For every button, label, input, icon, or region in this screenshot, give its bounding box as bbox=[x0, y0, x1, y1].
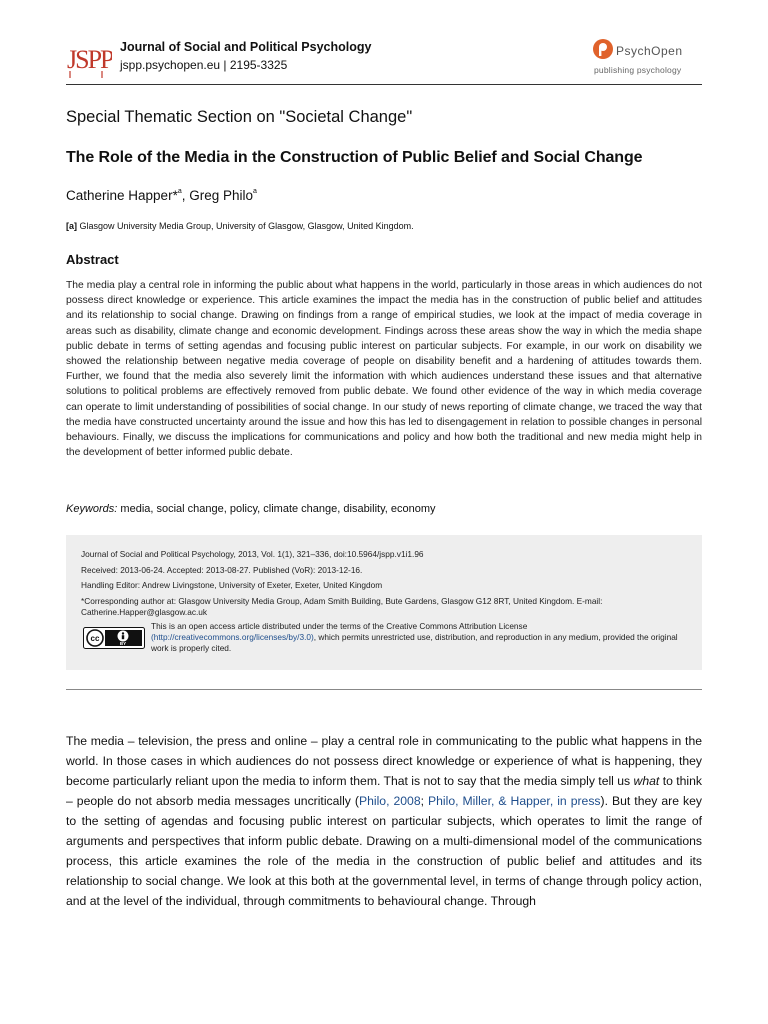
citation-link-philo-2008[interactable]: Philo, 2008 bbox=[358, 794, 421, 808]
license-text bbox=[151, 621, 691, 654]
keywords-label: Keywords: bbox=[66, 503, 118, 515]
citation-link-philo-miller-happer[interactable]: Philo, Miller, & Happer, in press bbox=[428, 794, 601, 808]
license-text-start: This is an open access article distributed under the terms of the Creative Commons Attribution License bbox=[151, 621, 528, 631]
license-link[interactable]: (http://creativecommons.org/licenses/by/3.0) bbox=[151, 632, 314, 642]
article-title: The Role of the Media in the Construction of Public Belief and Social Change bbox=[66, 149, 643, 166]
abstract-heading: Abstract bbox=[66, 252, 119, 267]
author-list bbox=[66, 188, 257, 203]
publisher-tagline: publishing psychology bbox=[594, 65, 682, 75]
author-name: Catherine Happer* bbox=[66, 188, 178, 203]
journal-url[interactable]: jspp.psychopen.eu | 2195-3325 bbox=[120, 58, 288, 72]
keywords-text: media, social change, policy, climate change, disability, economy bbox=[117, 503, 436, 515]
keywords bbox=[66, 503, 436, 515]
body-paragraph bbox=[66, 731, 702, 911]
article-info-box bbox=[66, 535, 702, 670]
editor-line: Handling Editor: Andrew Livingstone, University of Exeter, Exeter, United Kingdom bbox=[81, 580, 383, 590]
section-title: Special Thematic Section on "Societal Change" bbox=[66, 108, 413, 126]
license-text-end: , which permits unrestricted use, distribution, and reproduction in any medium, provided the original work is properly cited. bbox=[151, 632, 678, 653]
author-separator: , bbox=[181, 188, 190, 203]
body-text-segment: ). But they are key to the setting of agendas and focusing public interest on particular subjects, which operates to limit the range of arguments and perspectives that inform public debate. Drawing on a multi-dimensional model of the communications process, this article examines the role of the media in the construction of public belief and attitudes and its relationship to social change. We look at this both at the governmental level, in terms of change through policy action, and at the level of the individual, through commitments to behavioural change. Through bbox=[66, 794, 702, 908]
body-text-segment: to think – people do not absorb media messages uncritically ( bbox=[66, 774, 702, 808]
author-affil-marker: a bbox=[253, 188, 257, 195]
cc-label: cc bbox=[90, 634, 100, 643]
header-divider bbox=[66, 84, 702, 85]
body-divider bbox=[66, 689, 702, 690]
creative-commons-by-icon[interactable] bbox=[83, 627, 145, 649]
jspp-logo-icon bbox=[66, 38, 112, 80]
body-text-segment: ; bbox=[420, 794, 429, 808]
journal-title: Journal of Social and Political Psychology bbox=[120, 40, 372, 54]
body-text-segment: The media – television, the press and online – play a central role in communicating to the public what happens in the world. In those cases in which audiences do not possess direct knowledge or experience of what is happening, they become particularly reliant upon the media to inform them. That is not to say that the media simply tell us bbox=[66, 734, 702, 788]
psychopen-logo bbox=[592, 38, 702, 78]
abstract-text: The media play a central role in informing the public about what happens in the world, particularly in those areas in which audiences do not possess direct knowledge or experience. This article examines the impact the media has in the construction of public belief and attitudes and its relationship to social change. Drawing on findings from a range of empirical studies, we look at the impact of media coverage in areas such as disability, climate change and economic development. Findings across these areas show the way in which the media shape public debate in terms of setting agendas and focusing public interest on particular subjects. For example, in our work on disability we showed the relationship between negative media coverage of people on disability benefit and a hardening of attitudes towards them. Further, we found that the media also severely limit the information with which audiences understand these issues and that alternative solutions to political problems are effectively removed from public debate. We found other evidence of the way in which media coverage can operate to limit understanding of possibilities of social change. In our study of news reporting of climate change, we traced the way that the media have constructed uncertainty around the issue and how this has led to disengagement in relation to possible changes in personal behaviours. Finally, we discuss the implications for communications and policy and how both the traditional and new media might help in the development of better informed public debate. bbox=[66, 280, 702, 459]
dates-line: Received: 2013-06-24. Accepted: 2013-08-27. Published (VoR): 2013-12-16. bbox=[81, 565, 363, 575]
affiliation-tag: [a] bbox=[66, 221, 77, 231]
publisher-name: PsychOpen bbox=[616, 44, 683, 58]
logo-text: JSPP bbox=[67, 45, 112, 74]
corresponding-author-line: *Corresponding author at: Glasgow University Media Group, Adam Smith Building, Bute Gardens, Glasgow G12 8RT, United Kingdom. E-mail: bbox=[81, 596, 603, 606]
affiliation bbox=[66, 221, 414, 231]
author-name: Greg Philo bbox=[189, 188, 254, 203]
affiliation-text: Glasgow University Media Group, University of Glasgow, Glasgow, United Kingdom. bbox=[77, 221, 414, 231]
psychopen-logo-icon bbox=[592, 38, 614, 60]
corresponding-email[interactable]: Catherine.Happer@glasgow.ac.uk bbox=[81, 607, 208, 617]
journal-header bbox=[66, 36, 702, 84]
author-affil-marker: a bbox=[177, 188, 182, 195]
body-emphasis: what bbox=[633, 774, 660, 788]
by-label: BY bbox=[119, 641, 127, 646]
citation-line: Journal of Social and Political Psychology, 2013, Vol. 1(1), 321–336, doi:10.5964/jspp.v1i1.96 bbox=[81, 549, 424, 559]
